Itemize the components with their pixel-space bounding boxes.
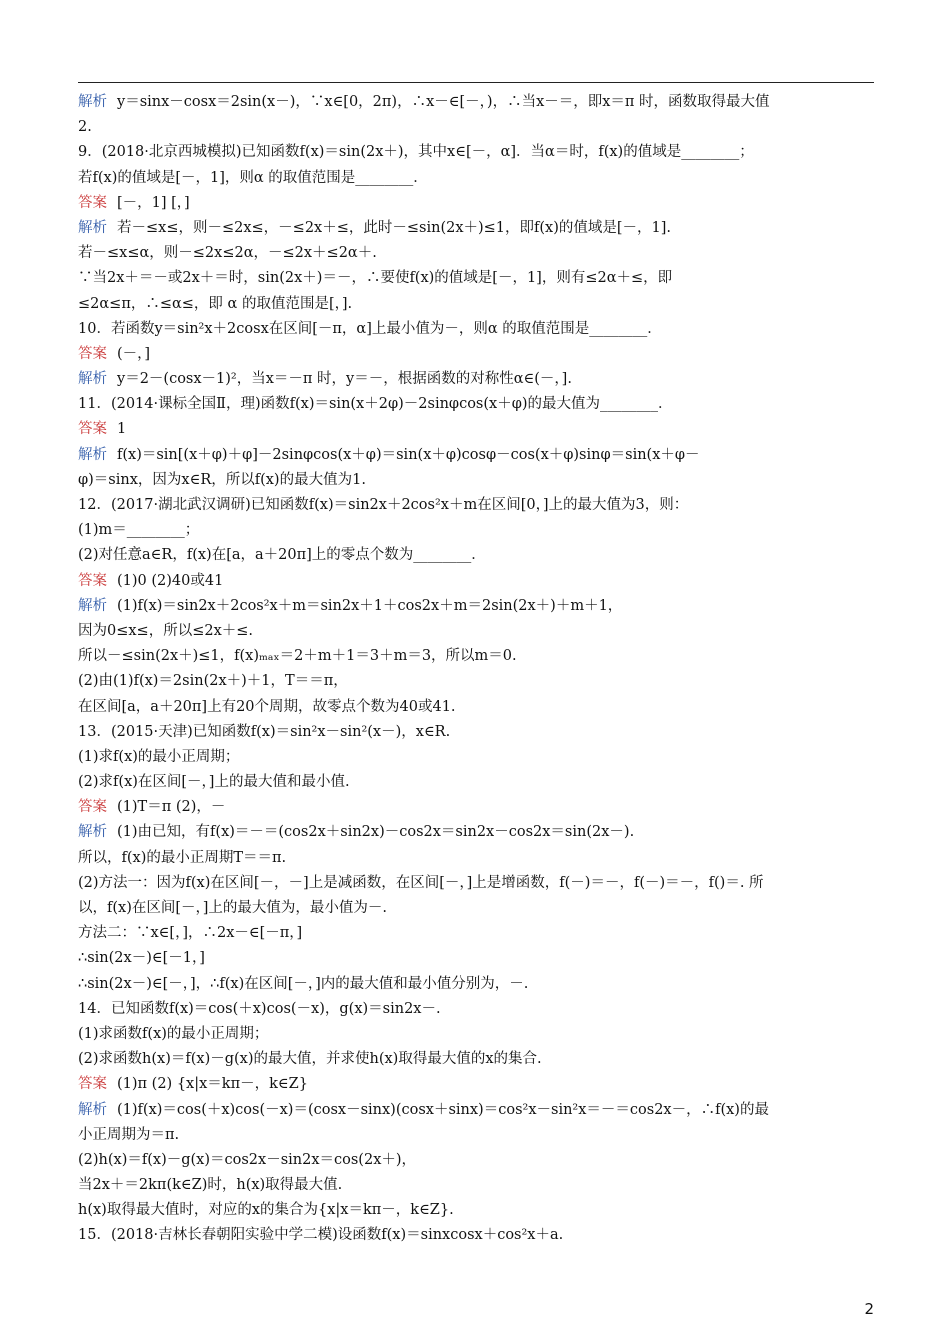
line-text: 11．(2014·课标全国Ⅱ，理)函数f(x)＝sin(x＋2φ)－2sinφcos(x＋φ)的最大值为________． (78, 396, 673, 413)
text-line (78, 1223, 874, 1248)
line-text: y＝sinx－cosx＝2sin(x－)，∵x∈[0，2π)，∴x－∈[－，)，∴当x－＝，即x＝π 时，函数取得最大值 (117, 94, 770, 110)
line-text: 15．(2018·吉林长春朝阳实验中学二模)设函数f(x)＝sinxcosx＋cos²x＋a. (78, 1227, 564, 1244)
analysis-label: 解析 (78, 219, 107, 236)
line-text: (1)f(x)＝sin2x＋2cos²x＋m＝sin2x＋1＋cos2x＋m＝2sin(2x＋)＋m＋1， (117, 597, 623, 614)
text-line (78, 1173, 874, 1198)
answer-label: 答案 (78, 345, 107, 362)
text-line (78, 695, 874, 720)
line-text: (1)T＝π (2)，－ (117, 799, 226, 816)
text-line (78, 1022, 874, 1047)
line-text: 10．若函数y＝sin²x＋2cosx在区间[－π，α]上最小值为－，则α 的取值范围是________． (78, 320, 662, 337)
line-text: 所以－≤sin(2x＋)≤1，f(x)ₘₐₓ＝2＋m＋1＝3＋m＝3，所以m＝0. (78, 648, 517, 665)
text-line (78, 266, 874, 291)
line-text: y＝2－(cosx－1)²，当x＝－π 时，y＝－，根据函数的对称性α∈(－，]. (117, 371, 572, 388)
line-text: 因为0≤x≤，所以≤2x＋≤. (78, 622, 254, 639)
text-line (78, 317, 874, 342)
line-text: (1)由已知，有f(x)＝－＝(cos2x＋sin2x)－cos2x＝sin2x－cos2x＝sin(2x－). (117, 824, 635, 841)
text-line (78, 1198, 874, 1223)
text-line (78, 644, 874, 669)
header-rule (78, 82, 874, 83)
answer-line (78, 417, 874, 442)
line-text: 14．已知函数f(x)＝cos(＋x)cos(－x)，g(x)＝sin2x－. (78, 1000, 441, 1017)
analysis-line (78, 443, 874, 468)
text-line (78, 292, 874, 317)
line-text: ∴sin(2x－)∈[－，]，∴f(x)在区间[－，]内的最大值和最小值分别为，－. (78, 975, 529, 992)
text-line (78, 770, 874, 795)
line-text: 所以，f(x)的最小正周期T＝＝π. (78, 849, 287, 866)
answer-line (78, 569, 874, 594)
line-text: 若－≤x≤α，则－≤2x≤2α，－≤2x＋≤2α＋. (78, 245, 377, 262)
text-line (78, 493, 874, 518)
page-number: 2 (864, 1300, 874, 1318)
line-text: 小正周期为＝π. (78, 1126, 180, 1143)
document-body (78, 90, 874, 1249)
line-text: [－，1] [，] (117, 194, 190, 211)
analysis-label: 解析 (78, 824, 107, 841)
text-line (78, 619, 874, 644)
analysis-label: 解析 (78, 371, 107, 388)
analysis-line (78, 90, 874, 115)
text-line (78, 1123, 874, 1148)
analysis-line (78, 594, 874, 619)
text-line (78, 115, 874, 140)
line-text: ∵当2x＋＝－或2x＋＝时，sin(2x＋)＝－，∴要使f(x)的值域是[－，1]，则有≤2α＋≤，即 (78, 270, 673, 287)
line-text: h(x)取得最大值时，对应的x的集合为{x|x＝kπ－，k∈Z}. (78, 1202, 454, 1219)
line-text: (2)由(1)f(x)＝2sin(2x＋)＋1，T＝＝π， (78, 673, 348, 690)
line-text: 在区间[a，a＋20π]上有20个周期，故零点个数为40或41. (78, 698, 456, 715)
analysis-label: 解析 (78, 446, 107, 463)
line-text: 1 (117, 421, 127, 438)
analysis-label: 解析 (78, 94, 107, 110)
analysis-line (78, 820, 874, 845)
answer-label: 答案 (78, 799, 107, 816)
analysis-line (78, 216, 874, 241)
text-line (78, 871, 874, 896)
text-line (78, 997, 874, 1022)
line-text: ≤2α≤π，∴≤α≤，即 α 的取值范围是[，]. (78, 295, 353, 312)
text-line (78, 896, 874, 921)
text-line (78, 166, 874, 191)
analysis-line (78, 1098, 874, 1123)
answer-label: 答案 (78, 1076, 107, 1093)
text-line (78, 543, 874, 568)
answer-line (78, 1072, 874, 1097)
line-text: (－，] (117, 345, 151, 362)
line-text: 若－≤x≤，则－≤2x≤，－≤2x＋≤，此时－≤sin(2x＋)≤1，即f(x)的值域是[－，1]. (117, 219, 672, 236)
text-line (78, 972, 874, 997)
line-text: (2)方法一：因为f(x)在区间[－，－]上是减函数，在区间[－，]上是增函数，f(－)＝－，f(－)＝－，f()＝. 所 (78, 874, 764, 891)
text-line (78, 140, 874, 165)
answer-label: 答案 (78, 572, 107, 589)
text-line (78, 1047, 874, 1072)
line-text: φ)＝sinx，因为x∈R，所以f(x)的最大值为1. (78, 471, 366, 488)
line-text: 13．(2015·天津)已知函数f(x)＝sin²x－sin²(x－)，x∈R. (78, 723, 451, 740)
text-line (78, 392, 874, 417)
line-text: 2. (78, 119, 92, 136)
text-line (78, 468, 874, 493)
text-line (78, 720, 874, 745)
text-line (78, 518, 874, 543)
text-line (78, 846, 874, 871)
answer-line (78, 191, 874, 216)
line-text: (1)求f(x)的最小正周期； (78, 748, 240, 765)
line-text: ∴sin(2x－)∈[－1，] (78, 950, 205, 967)
answer-line (78, 342, 874, 367)
line-text: (1)求函数f(x)的最小正周期； (78, 1025, 269, 1042)
line-text: 以，f(x)在区间[－，]上的最大值为，最小值为－. (78, 900, 388, 916)
line-text: (1)m＝________； (78, 522, 200, 539)
line-text: (2)求f(x)在区间[－，]上的最大值和最小值. (78, 774, 350, 791)
text-line (78, 241, 874, 266)
line-text: 若f(x)的值域是[－，1]，则α 的取值范围是________． (78, 169, 428, 186)
line-text: f(x)＝sin[(x＋φ)＋φ]－2sinφcos(x＋φ)＝sin(x＋φ)cosφ－cos(x＋φ)sinφ＝sin(x＋φ－ (117, 446, 700, 463)
answer-line (78, 795, 874, 820)
line-text: (1)f(x)＝cos(＋x)cos(－x)＝(cosx－sinx)(cosx＋sinx)＝cos²x－sin²x＝－＝cos2x－，∴f(x)的最 (117, 1101, 769, 1118)
line-text: (2)对任意a∈R，f(x)在[a，a＋20π]上的零点个数为________． (78, 547, 486, 564)
line-text: (1)0 (2)40或41 (117, 572, 224, 589)
text-line (78, 946, 874, 971)
line-text: (2)h(x)＝f(x)－g(x)＝cos2x－sin2x＝cos(2x＋)， (78, 1151, 417, 1168)
text-line (78, 745, 874, 770)
analysis-label: 解析 (78, 597, 107, 614)
answer-label: 答案 (78, 194, 107, 211)
line-text: 方法二：∵x∈[，]，∴2x－∈[－π，] (78, 925, 303, 942)
line-text: (2)求函数h(x)＝f(x)－g(x)的最大值，并求使h(x)取得最大值的x的集合. (78, 1051, 542, 1068)
text-line (78, 669, 874, 694)
line-text: 当2x＋＝2kπ(k∈Z)时，h(x)取得最大值. (78, 1177, 343, 1194)
answer-label: 答案 (78, 421, 107, 438)
line-text: 9．(2018·北京西城模拟)已知函数f(x)＝sin(2x＋)，其中x∈[－，α]．当α＝时，f(x)的值域是________； (78, 144, 754, 161)
text-line (78, 1148, 874, 1173)
analysis-label: 解析 (78, 1101, 107, 1118)
line-text: (1)π (2) {x|x＝kπ－，k∈Z} (117, 1076, 308, 1093)
text-line (78, 921, 874, 946)
line-text: 12．(2017·湖北武汉调研)已知函数f(x)＝sin2x＋2cos²x＋m在区间[0，]上的最大值为3，则： (78, 497, 689, 513)
analysis-line (78, 367, 874, 392)
